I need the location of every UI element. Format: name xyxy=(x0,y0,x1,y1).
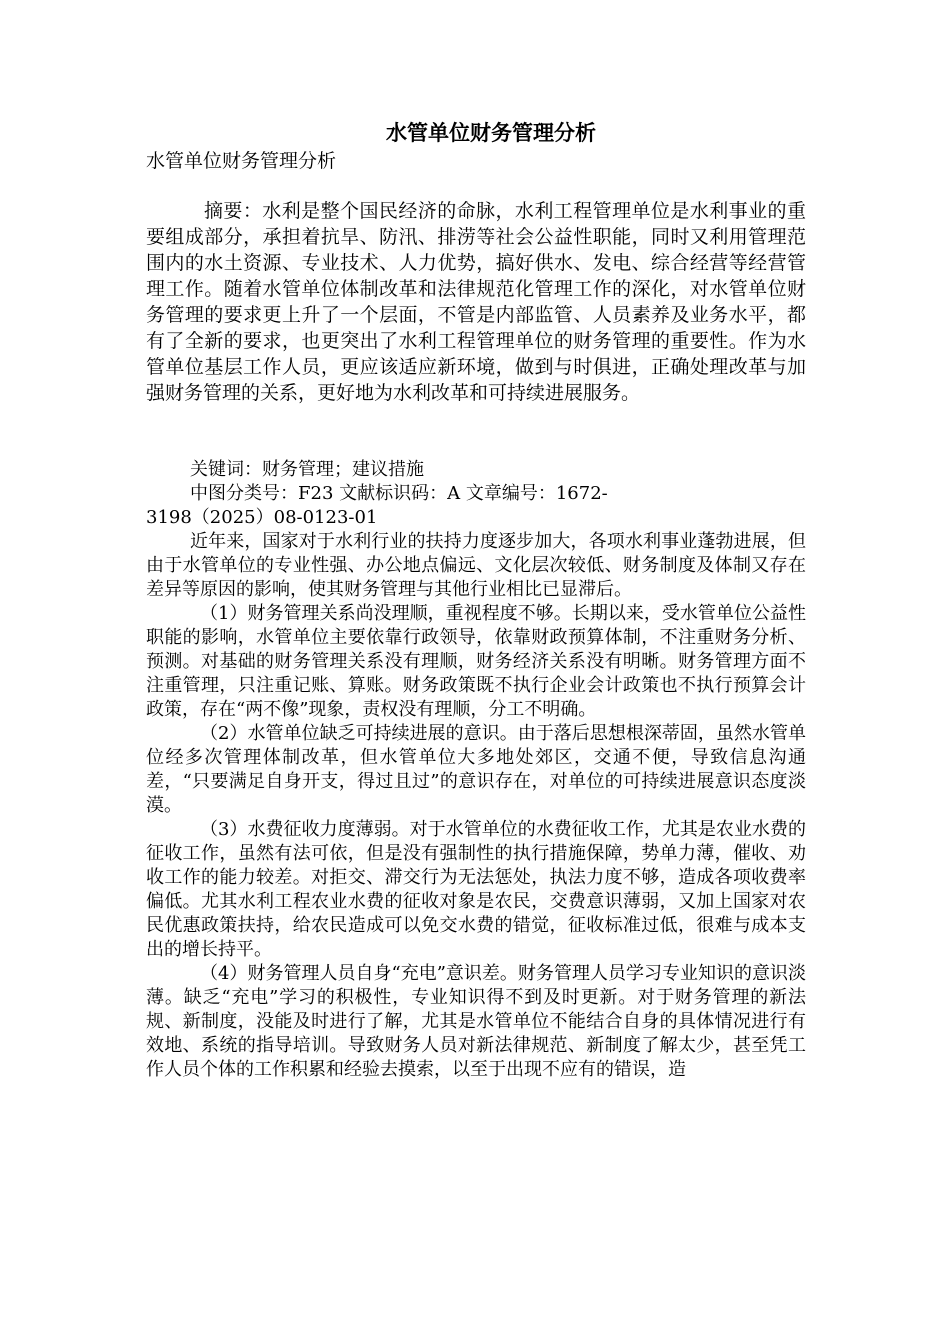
abstract-paragraph: 摘要：水利是整个国民经济的命脉，水利工程管理单位是水利事业的重要组成部分，承担着抗旱、防汛、排涝等社会公益性职能，同时又利用管理范围内的水土资源、专业技术、人力优势，搞好供水、发电、综合经营等经营管理工作。随着水管单位体制改革和法律规范化管理工作的深化，对水管单位财务管理的要求更上升了一个层面，不管是内部监管、人员素养及业务水平，都有了全新的要求，也更突出了水利工程管理单位的财务管理的重要性。作为水管单位基层工作人员，更应该适应新环境，做到与时俱进，正确处理改革与加强财务管理的关系，更好地为水利改革和可持续进展服务。 xyxy=(146,200,806,404)
document-title: 水管单位财务管理分析 xyxy=(386,120,596,145)
document-page xyxy=(146,118,806,1082)
intro-paragraph: 近年来，国家对于水利行业的扶持力度逐步加大，各项水利事业蓬勃进展，但由于水管单位的专业性强、办公地点偏远、文化层次较低、财务制度及体制又存在差异等原因的影响，使其财务管理与其他行业相比已显滞后。 xyxy=(146,531,806,600)
document-subtitle: 水管单位财务管理分析 xyxy=(146,150,337,172)
point-4-paragraph: （4）财务管理人员自身“充电”意识差。财务管理人员学习专业知识的意识淡薄。缺乏“充电”学习的积极性，专业知识得不到及时更新。对于财务管理的新法规、新制度，没能及时进行了解，尤其是水管单位不能结合自身的具体情况进行有效地、系统的指导培训。导致财务人员对新法律规范、新制度了解太少，甚至凭工作人员个体的工作积累和经验去摸索，以至于出现不应有的错误，造 xyxy=(146,963,806,1080)
classification-line: 中图分类号：F23 文献标识码：A 文章编号：1672- xyxy=(190,483,608,504)
keywords-line: 关键词：财务管理；建议措施 xyxy=(190,459,424,480)
classification-line-continued: 3198（2025）08-0123-01 xyxy=(146,507,378,528)
point-1-paragraph: （1）财务管理关系尚没理顺，重视程度不够。长期以来，受水管单位公益性职能的影响，水管单位主要依靠行政领导，依靠财政预算体制，不注重财务分析、预测。对基础的财务管理关系没有理顺，财务经济关系没有明晰。财务管理方面不注重管理，只注重记账、算账。财务政策既不执行企业会计政策也不执行预算会计政策，存在“两不像”现象，责权没有理顺，分工不明确。 xyxy=(146,603,806,720)
point-2-paragraph: （2）水管单位缺乏可持续进展的意识。由于落后思想根深蒂固，虽然水管单位经多次管理体制改革，但水管单位大多地处郊区，交通不便，导致信息沟通差，“只要满足自身开支，得过且过”的意识存在，对单位的可持续进展意识态度淡漠。 xyxy=(146,723,806,816)
point-3-paragraph: （3）水费征收力度薄弱。对于水管单位的水费征收工作，尤其是农业水费的征收工作，虽然有法可依，但是没有强制性的执行措施保障，势单力薄，催收、劝收工作的能力较差。对拒交、滞交行为无法惩处，执法力度不够，造成各项收费率偏低。尤其水利工程农业水费的征收对象是农民，交费意识薄弱，又加上国家对农民优惠政策扶持，给农民造成可以免交水费的错觉，征收标准过低，很难与成本支出的增长持平。 xyxy=(146,819,806,960)
section-spacer xyxy=(146,406,806,458)
